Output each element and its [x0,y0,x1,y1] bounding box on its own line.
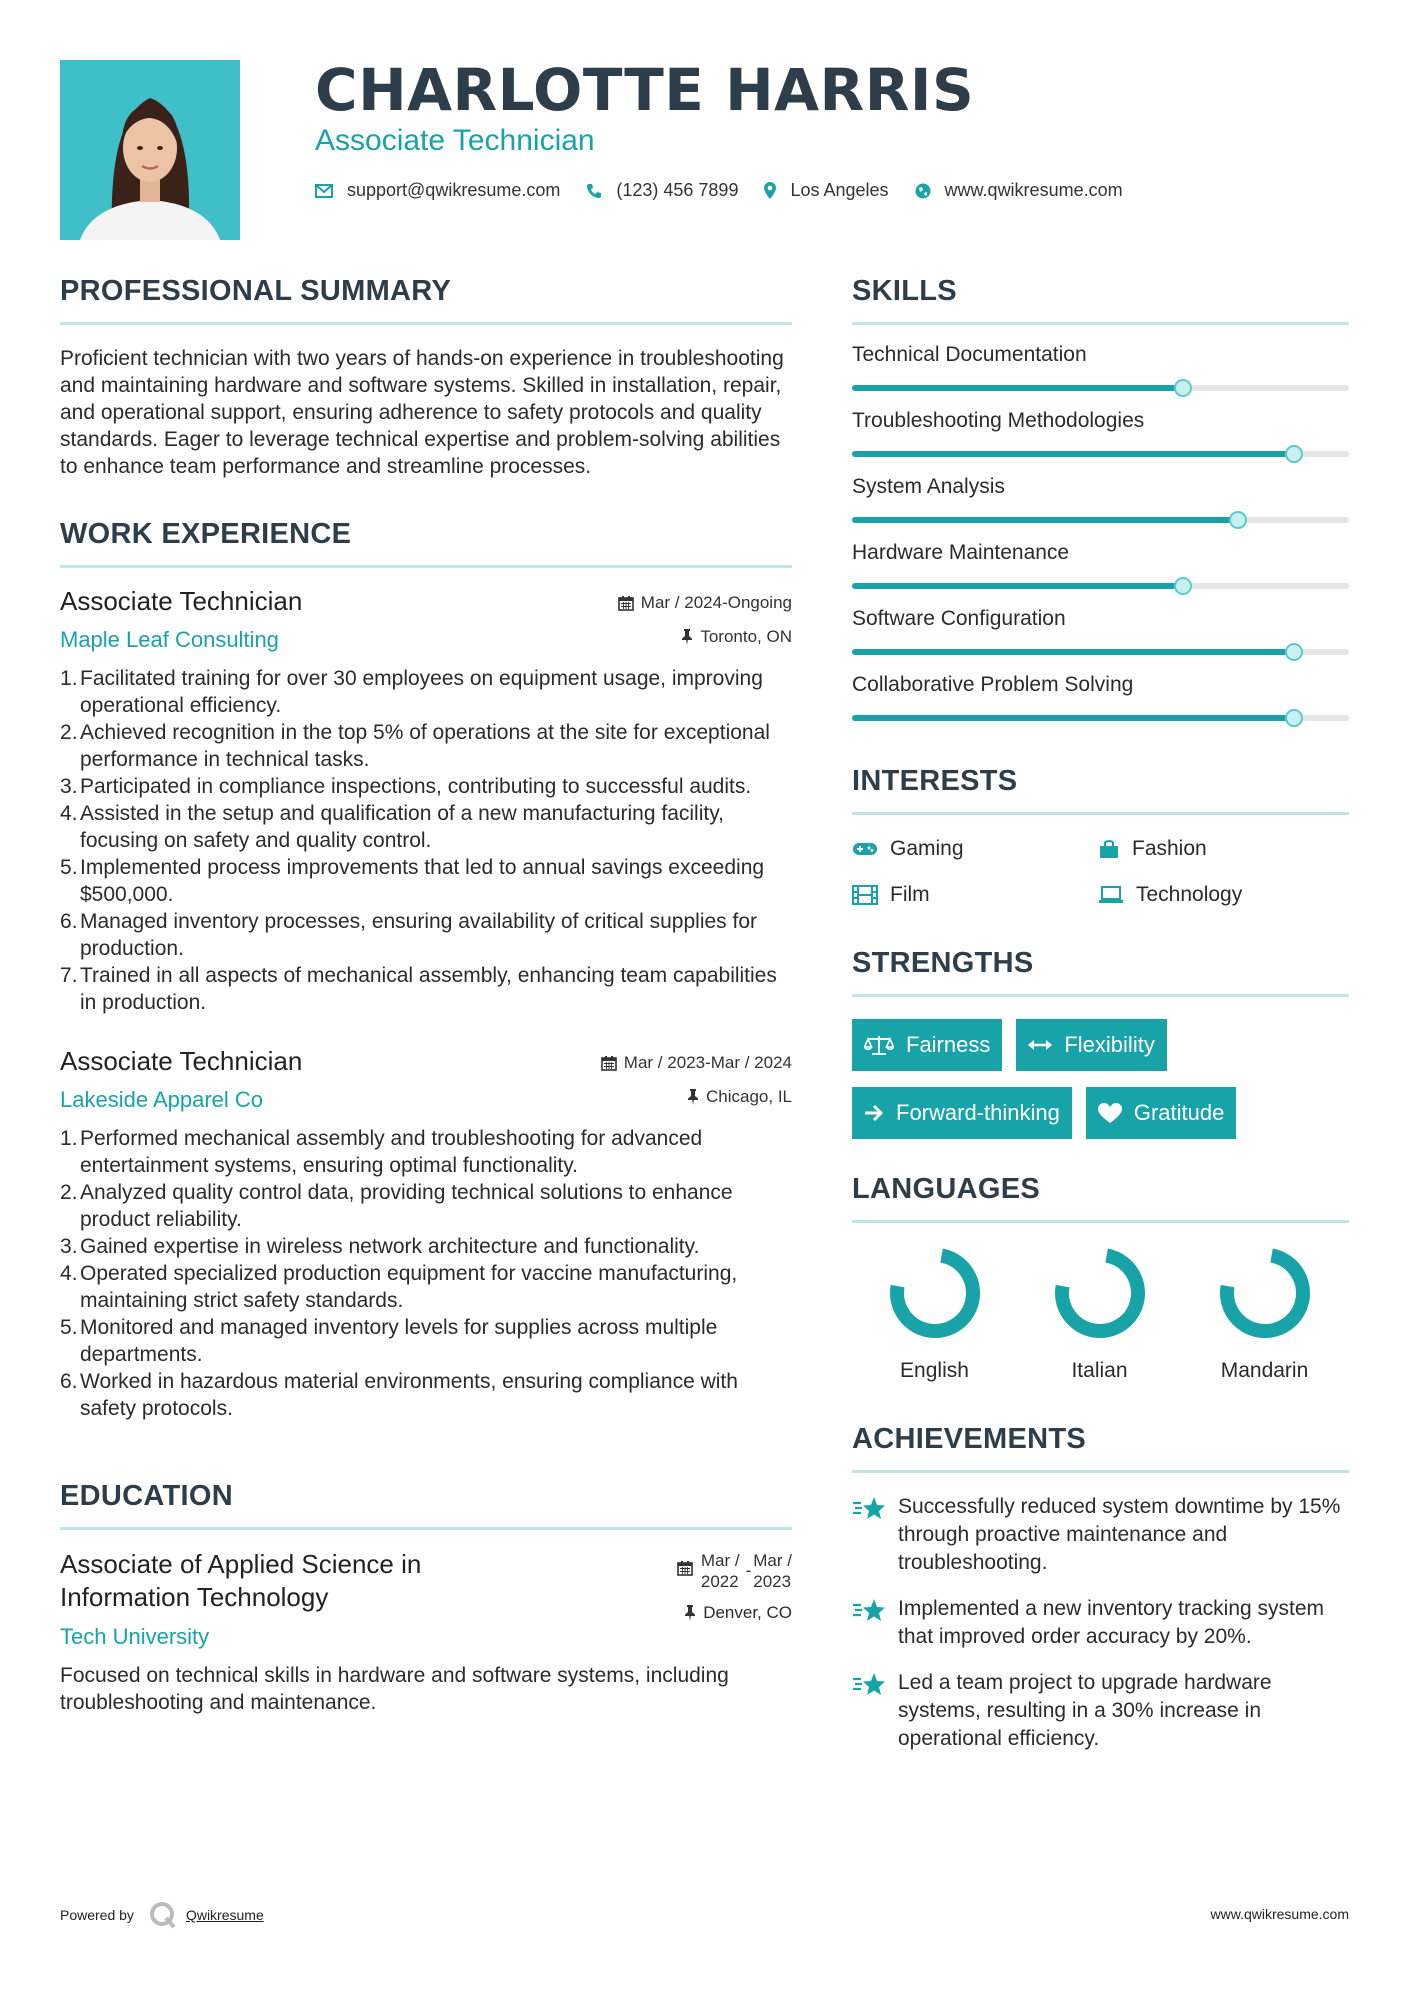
arrow-right-icon [864,1104,884,1122]
strength-label: Forward-thinking [896,1100,1060,1125]
edu-date-separator: - [745,1561,752,1580]
map-marker-icon [764,182,776,199]
job-company: Lakeside Apparel Co [60,1087,264,1112]
skill-bar [852,649,1349,655]
strength-chip [852,1087,1072,1139]
achievement-text: Led a team project to upgrade hardware systems, resulting in a 30% increase in operational efficiency. [898,1671,1272,1750]
education-location: Denver, CO [703,1603,792,1622]
film-icon [852,885,878,905]
strengths-section [852,947,1349,1139]
candidate-role: Associate Technician [315,124,595,157]
contact-website-text: www.qwikresume.com [944,180,1123,200]
language-name: English [900,1359,969,1382]
interest-item [852,883,1098,907]
job-duties-list [60,1125,792,1422]
summary-section [60,275,792,480]
language-name: Mandarin [1220,1359,1309,1382]
section-divider [852,322,1349,325]
globe-icon [915,183,931,199]
contact-email[interactable] [315,180,560,201]
skill-bar-fill [852,451,1294,457]
achievement-text: Successfully reduced system downtime by 15% through proactive maintenance and troubleshooting. [898,1495,1341,1574]
interest-item [1098,883,1344,907]
gamepad-icon [852,841,878,857]
skill-item [852,673,1349,721]
achievement-item [852,1595,1349,1651]
list-item: Managed inventory processes, ensuring availability of critical supplies for production. [80,910,758,960]
job-title: Associate Technician [60,1046,303,1076]
skill-bar-fill [852,715,1294,721]
strength-label: Flexibility [1064,1032,1155,1057]
skill-bar-fill [852,385,1183,391]
language-ring [1217,1245,1313,1341]
language-ring-arc [890,1249,978,1337]
strengths-heading: STRENGTHS [852,947,1034,979]
list-item: Analyzed quality control data, providing technical solutions to enhance product reliability. [80,1181,733,1231]
envelope-icon [315,184,333,198]
job-entry [60,586,792,1016]
star-icon [852,1495,886,1523]
summary-heading: PROFESSIONAL SUMMARY [60,275,452,307]
skill-bar [852,517,1349,523]
contact-website[interactable] [915,180,1123,201]
pin-icon [684,1605,696,1621]
skill-bar [852,715,1349,721]
language-ring [887,1245,983,1341]
contact-phone-text: (123) 456 7899 [616,180,739,200]
skill-name: Hardware Maintenance [852,541,1070,564]
skill-name: System Analysis [852,475,1005,498]
edu-end-year: 2023 [753,1572,792,1591]
section-divider [852,1470,1349,1473]
skill-bar-knob [1285,445,1303,463]
language-item [1182,1245,1347,1383]
interest-label: Gaming [890,837,964,860]
list-item: Implemented process improvements that led to annual savings exceeding $500,000. [80,856,765,906]
contact-phone[interactable] [586,180,738,201]
education-section [60,1480,792,1716]
powered-by-text: Powered by [60,1907,134,1923]
achievements-heading: ACHIEVEMENTS [852,1423,1087,1455]
achievement-text: Implemented a new inventory tracking system that improved order accuracy by 20%. [898,1597,1325,1648]
candidate-name: CHARLOTTE HARRIS [315,56,975,124]
interest-label: Technology [1136,883,1243,906]
interest-item [852,837,1098,861]
list-item: Monitored and managed inventory levels for supplies across multiple departments. [80,1316,718,1366]
skill-item [852,475,1349,523]
list-item: Worked in hazardous material environments, ensuring compliance with safety protocols. [80,1370,738,1420]
contact-location [764,180,888,201]
language-ring [1052,1245,1148,1341]
phone-icon [586,183,602,199]
pin-icon [687,1089,699,1105]
skill-bar-knob [1174,379,1192,397]
school-name: Tech University [60,1624,210,1649]
list-item: Achieved recognition in the top 5% of operations at the site for exceptional performance in technical tasks. [80,721,770,771]
section-divider [60,1527,792,1530]
job-dates: Mar / 2024-Ongoing [640,593,792,612]
laptop-icon [1098,886,1124,904]
skill-bar [852,451,1349,457]
achievement-item [852,1493,1349,1577]
job-dates: Mar / 2023-Mar / 2024 [623,1053,792,1072]
shopping-bag-icon [1098,839,1120,859]
job-location: Chicago, IL [706,1087,792,1106]
qwikresume-logo-icon [148,1900,178,1930]
contact-bar [315,180,1149,201]
footer-powered-by [60,1900,264,1930]
section-divider [852,994,1349,997]
interest-item [1098,837,1344,861]
achievements-section [852,1423,1349,1753]
education-dates [677,1550,792,1592]
profile-photo [60,60,240,240]
job-duties-list [60,665,792,1016]
pin-icon [681,629,693,645]
calendar-icon [677,1560,693,1576]
strength-label: Gratitude [1133,1100,1225,1125]
contact-email-text: support@qwikresume.com [347,180,561,200]
language-item [1017,1245,1182,1383]
job-entry [60,1046,792,1422]
summary-text: Proficient technician with two years of hands-on experience in troubleshooting and maintaining hardware and software systems. Skilled in installation, repair, and operational support, ensuring adherence to safety protocols and quality standards. Eager to leverage technical expertise and problem-solving abilities to enhance team performance and streamline processes. [60,347,784,478]
interests-section [852,765,1349,907]
skill-item [852,409,1349,457]
skill-item [852,607,1349,655]
balance-scale-icon [864,1034,894,1056]
skill-name: Software Configuration [852,607,1066,630]
list-item: Facilitated training for over 30 employees on equipment usage, improving operational efficiency. [80,667,763,717]
section-divider [852,1220,1349,1223]
contact-location-text: Los Angeles [790,180,889,200]
skill-name: Technical Documentation [852,343,1087,366]
list-item: Assisted in the setup and qualification of a new manufacturing facility, focusing on safety and quality control. [80,802,724,852]
edu-start-year: 2022 [700,1572,739,1591]
edu-end-month: Mar / [753,1551,792,1570]
heart-icon [1098,1103,1122,1124]
interests-heading: INTERESTS [852,765,1018,797]
languages-section [852,1173,1349,1383]
experience-section [60,518,792,1422]
skill-bar-fill [852,517,1238,523]
skill-bar-knob [1285,709,1303,727]
skill-bar-knob [1174,577,1192,595]
skill-bar-knob [1229,511,1247,529]
footer-website[interactable]: www.qwikresume.com [1210,1906,1349,1922]
skill-name: Troubleshooting Methodologies [852,409,1145,432]
interest-label: Fashion [1132,837,1207,860]
skill-bar-knob [1285,643,1303,661]
language-ring-arc [1055,1249,1143,1337]
brand-link[interactable]: Qwikresume [185,1907,264,1923]
skill-item [852,541,1349,589]
job-company: Maple Leaf Consulting [60,627,279,652]
experience-heading: WORK EXPERIENCE [60,518,352,550]
calendar-icon [618,595,634,611]
left-column [60,275,792,1716]
star-icon [852,1597,886,1625]
section-divider [60,322,792,325]
skill-item [852,343,1349,391]
achievement-item [852,1669,1349,1753]
skill-bar-fill [852,583,1183,589]
skill-bar [852,385,1349,391]
skill-bar-fill [852,649,1294,655]
list-item: Operated specialized production equipment for vaccine manufacturing, maintaining strict safety standards. [80,1262,738,1312]
person-photo-icon [60,60,240,240]
education-description: Focused on technical skills in hardware and software systems, including troubleshooting and maintenance. [60,1664,729,1714]
strength-chip [1016,1019,1166,1071]
arrows-horizontal-icon [1028,1039,1052,1051]
skills-heading: SKILLS [852,275,957,307]
edu-start-month: Mar / [700,1551,740,1570]
list-item: Trained in all aspects of mechanical assembly, enhancing team capabilities in production. [80,964,777,1014]
language-ring-arc [1220,1249,1308,1337]
strength-chip [852,1019,1002,1071]
list-item: Gained expertise in wireless network architecture and functionality. [80,1235,700,1258]
calendar-icon [601,1055,617,1071]
languages-heading: LANGUAGES [852,1173,1040,1205]
strength-label: Fairness [906,1032,991,1057]
interest-label: Film [890,883,930,906]
list-item: Performed mechanical assembly and troubleshooting for advanced entertainment systems, ensuring optimal functionality. [80,1127,703,1177]
section-divider [852,812,1349,815]
skills-section [852,275,1349,721]
job-location: Toronto, ON [700,627,792,646]
education-heading: EDUCATION [60,1480,233,1512]
star-icon [852,1671,886,1699]
job-title: Associate Technician [60,586,303,616]
skill-name: Collaborative Problem Solving [852,673,1134,696]
degree-title: Associate of Applied Science in Information Technology [60,1549,422,1612]
language-name: Italian [1071,1359,1128,1382]
section-divider [60,565,792,568]
right-column [852,275,1349,1753]
language-item [852,1245,1017,1383]
list-item: Participated in compliance inspections, contributing to successful audits. [80,775,752,798]
strength-chip [1086,1087,1237,1139]
skill-bar [852,583,1349,589]
